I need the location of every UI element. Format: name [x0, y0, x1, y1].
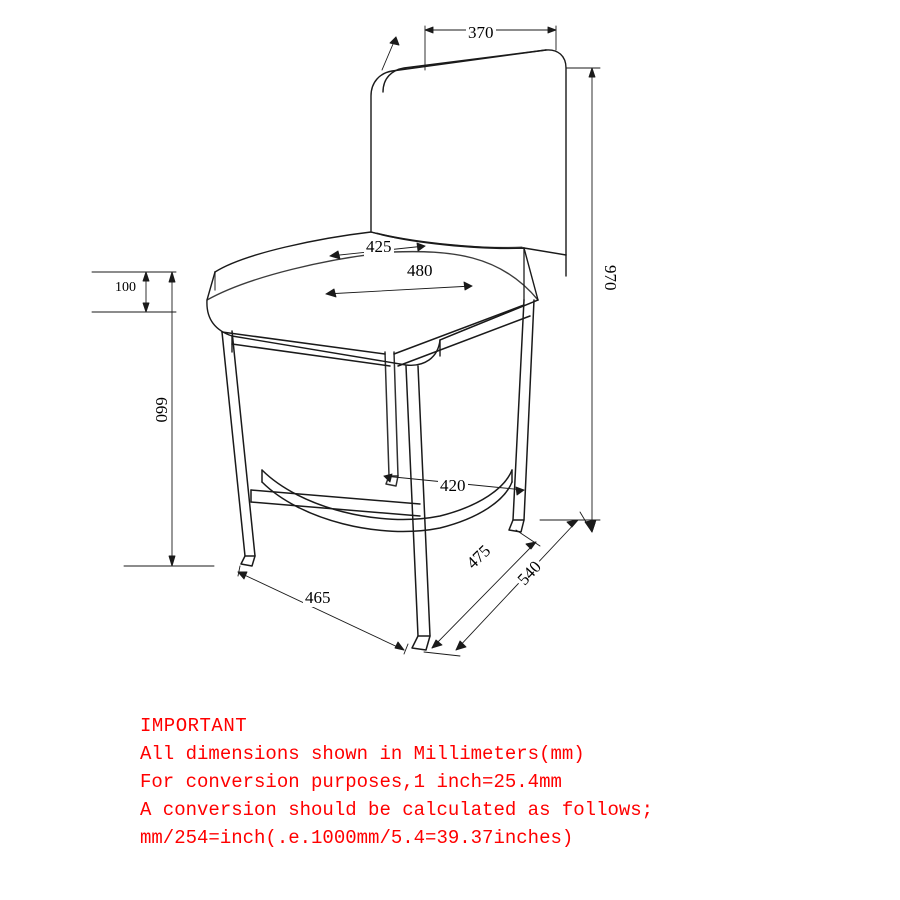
important-notes-block: [140, 712, 653, 852]
dimension-label-seat-thickness: 100: [115, 280, 136, 295]
chair-back-outline: [371, 50, 566, 300]
dimension-label-overall-height: 970: [600, 265, 620, 291]
dimension-label-front-leg-spread: 465: [305, 588, 331, 607]
stool-frame-legs: [222, 300, 534, 650]
notes-heading: IMPORTANT: [140, 715, 248, 737]
dimension-label-seat-width: 480: [407, 261, 433, 280]
dimension-lines: [92, 23, 600, 656]
notes-line-1: All dimensions shown in Millimeters(mm): [140, 743, 585, 765]
notes-line-3: A conversion should be calculated as follows;: [140, 799, 654, 821]
notes-line-2: For conversion purposes,1 inch=25.4mm: [140, 771, 562, 793]
dimension-label-seat-depth: 425: [366, 237, 392, 256]
notes-line-4: mm/254=inch(.e.1000mm/5.4=39.37inches): [140, 827, 574, 849]
dimension-label-footrest-width: 420: [440, 476, 466, 495]
dimension-label-seat-height: 660: [151, 397, 171, 423]
dimension-label-back-width: 370: [468, 23, 494, 42]
dimension-label-overall-depth: 540: [513, 557, 545, 589]
dimension-label-side-depth: 475: [462, 541, 495, 573]
